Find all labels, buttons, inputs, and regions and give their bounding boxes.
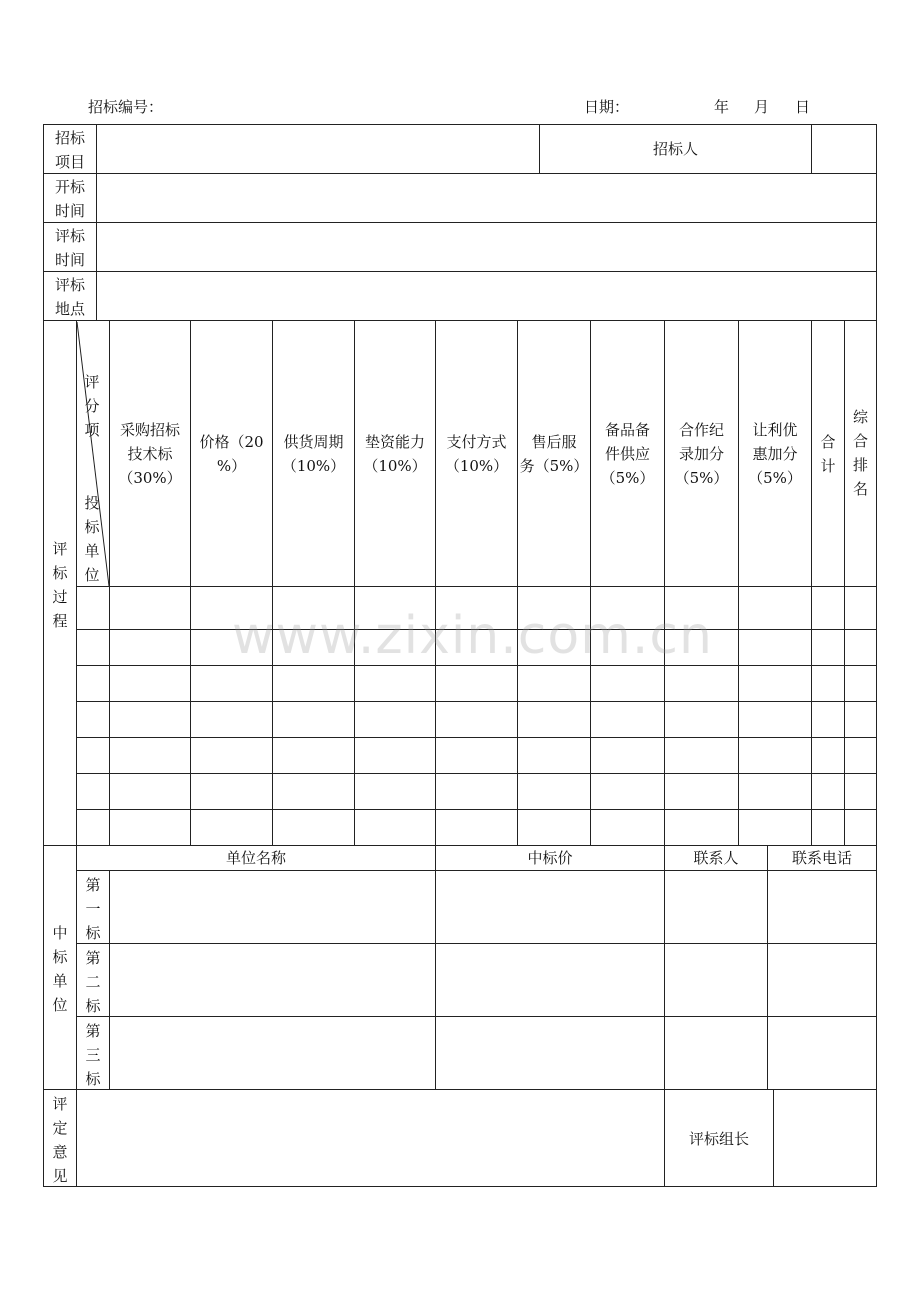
score-column-header (110, 321, 190, 586)
date-label: 日期： (584, 98, 630, 116)
header-line: 备品备 (604, 420, 650, 439)
header-line: 支付方式 (446, 432, 507, 451)
header-line: （10%） (363, 456, 427, 475)
winner-unit-label: 中 标 单 位 (52, 924, 68, 1014)
bid-number-label: 招标编号： (88, 98, 164, 116)
header-line: 录加分 (678, 444, 724, 463)
opinion-label: 评 定 意 见 (52, 1095, 68, 1185)
header-line: 供货周期 (283, 432, 344, 451)
header-line: 合 (852, 432, 868, 450)
score-column-header (355, 321, 435, 586)
header-line: 采购招标 (119, 420, 180, 439)
watermark: www.zixin.com.cn (232, 606, 713, 666)
header-line: %） (216, 456, 247, 475)
header-line: 技术标 (127, 444, 173, 463)
open-time-label: 开标 时间 (54, 178, 85, 220)
header-line: 排 (852, 456, 868, 474)
score-column-header (845, 321, 876, 586)
bidder-label: 招标人 (652, 140, 698, 158)
header-line: 惠加分 (752, 444, 798, 463)
score-column-header (518, 321, 590, 586)
header-line: （10%） (281, 456, 346, 475)
lot-1-label: 第 一 标 (85, 876, 101, 942)
score-item-label: 评 分 项 (84, 373, 100, 439)
header-line: 合作纪 (678, 420, 724, 439)
bidder-unit-label: 投 标 单 位 (84, 494, 100, 584)
eval-place-label: 评标 地点 (54, 276, 85, 318)
winning-price-header: 中标价 (527, 849, 573, 867)
header-line: （5%） (674, 468, 729, 487)
header-line: （5%） (600, 468, 655, 487)
header-line: （10%） (444, 456, 509, 475)
score-column-header (665, 321, 738, 586)
header-line: 合 (820, 432, 836, 451)
project-label: 招标 项目 (54, 129, 85, 171)
header-line: （5%） (748, 468, 802, 487)
score-column-header (191, 321, 272, 586)
header-line: 名 (852, 480, 868, 498)
unit-name-header: 单位名称 (225, 849, 286, 867)
day-label: 日 (795, 98, 811, 116)
header-line: 务（5%） (519, 456, 589, 475)
contact-phone-header: 联系电话 (791, 849, 852, 867)
header-line: （30%） (118, 468, 182, 487)
lot-2-label: 第 二 标 (85, 949, 101, 1015)
header-line: 售后服 (531, 432, 577, 451)
contact-person-header: 联系人 (693, 849, 739, 867)
year-label: 年 (714, 98, 730, 116)
panel-leader-label: 评标组长 (688, 1129, 749, 1148)
header-line: 件供应 (604, 444, 650, 463)
header-line: 综 (852, 408, 868, 426)
score-column-header (812, 321, 844, 586)
score-column-header (739, 321, 811, 586)
lot-3-label: 第 三 标 (85, 1022, 101, 1088)
header-line: 计 (820, 456, 836, 475)
month-label: 月 (754, 98, 770, 116)
score-column-header (436, 321, 517, 586)
eval-process-label: 评 标 过 程 (52, 540, 68, 630)
header-line: 垫资能力 (364, 432, 425, 451)
eval-time-label: 评标 时间 (54, 227, 85, 269)
score-column-header (591, 321, 664, 586)
score-column-header (273, 321, 354, 586)
header-line: 让利优 (752, 420, 798, 439)
header-line: 价格（20 (199, 432, 264, 451)
